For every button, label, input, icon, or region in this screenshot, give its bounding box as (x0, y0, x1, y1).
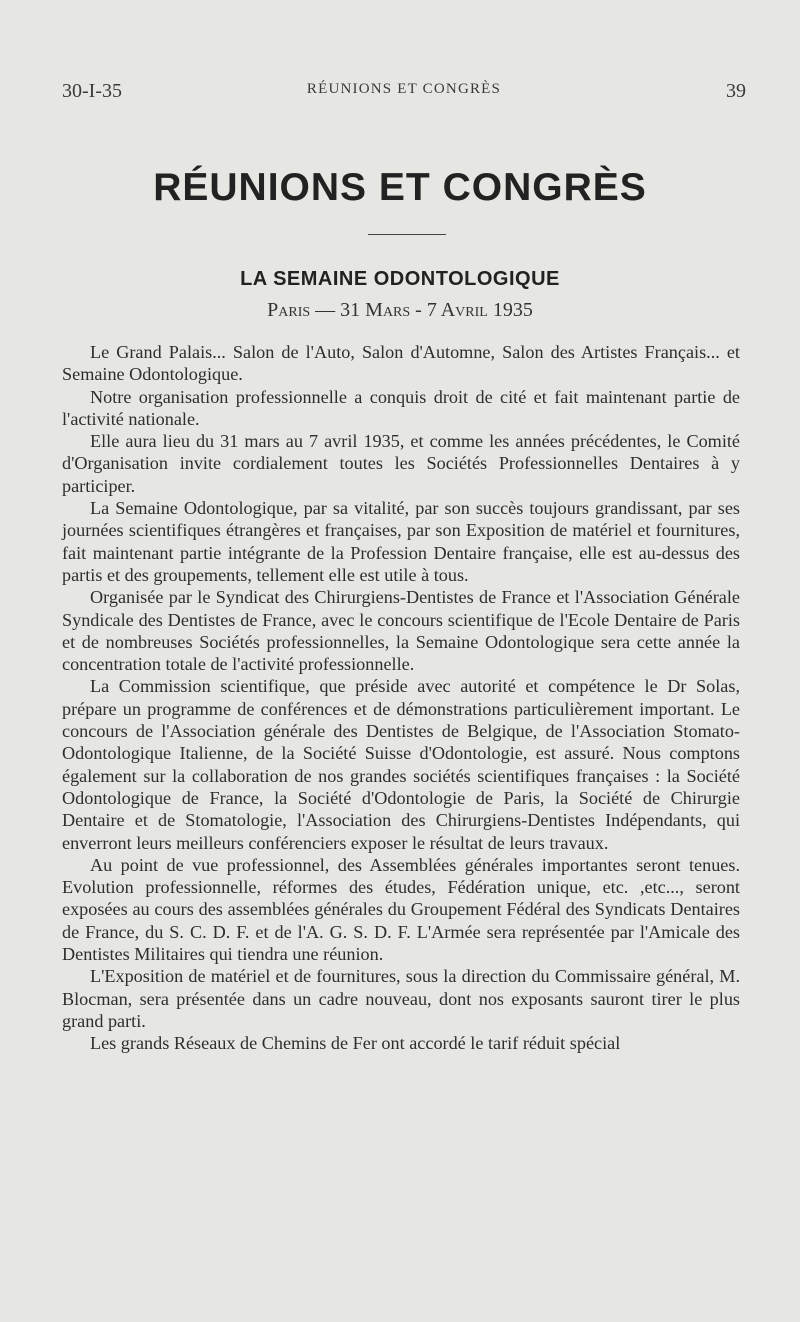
paragraph: Le Grand Palais... Salon de l'Auto, Salon d'Automne, Salon des Artistes Français... et Semaine Odontologique. (62, 342, 740, 385)
paragraph: La Semaine Odontologique, par sa vitalité, par son succès toujours grandissant, par ses journées scientifiques étrangères et françaises, par son Exposition de matériel et fournitures, fait maintenant partie intégrante de la Profession Dentaire française, elle est au-dessus des partis et des groupements, tellement elle est utile à tous. (62, 498, 740, 585)
paragraph: La Commission scientifique, que préside avec autorité et compétence le Dr Solas, prépare un programme de conférences et de démonstrations particulièrement important. Le concours de l'Association générale des Dentistes de Belgique, de l'Association Stomato-Odontologique Italienne, de la Société Suisse d'Odontologie, est assuré. Nous comptons également sur la collaboration de nos grandes sociétés scientifiques françaises : la Société Odontologique de France, la Société d'Odontologie de Paris, la Société de Chirurgie Dentaire et de Stomatologie, l'Association des Chirurgiens-Dentistes Indépendants, qui enverront leurs meilleurs conférenciers exposer le résultat de leurs travaux. (62, 676, 740, 853)
paragraph: Organisée par le Syndicat des Chirurgiens-Dentistes de France et l'Association Générale Syndicale des Dentistes de France, avec le concours scientifique de l'Ecole Dentaire de Paris et de nombreuses Sociétés professionnelles, la Semaine Odontologique sera cette année la concentration totale de l'activité professionnelle. (62, 587, 740, 675)
page-number: 39 (726, 80, 746, 102)
paragraph: Elle aura lieu du 31 mars au 7 avril 1935, et comme les années précédentes, le Comité d'Organisation invite cordialement toutes les Sociétés Professionnelles Dentaires à y participer. (62, 431, 740, 496)
issue-date: 30-I-35 (62, 80, 122, 102)
article-subheading: Paris — 31 Mars - 7 Avril 1935 (267, 299, 533, 321)
paragraph: Notre organisation professionnelle a conquis droit de cité et fait maintenant partie de l'activité nationale. (62, 386, 740, 429)
article-heading: LA SEMAINE ODONTOLOGIQUE (240, 268, 560, 290)
paragraph: Au point de vue professionnel, des Assemblées générales importantes seront tenues. Evolution professionnelle, réformes des études, Fédération unique, etc. ,etc..., seront exposées au cours des assemblées générales du Groupement Fédéral des Syndicats Dentaires de France, du S. C. D. F. et de l'A. G. S. D. F. L'Armée sera représentée par l'Amicale des Dentistes Militaires qui tiendra une réunion. (62, 854, 740, 965)
running-section-title: RÉUNIONS ET CONGRÈS (306, 81, 502, 97)
title-divider (368, 234, 446, 235)
article-body (62, 341, 740, 1055)
running-head (62, 76, 746, 104)
page-title: RÉUNIONS ET CONGRÈS (153, 166, 647, 209)
paragraph: Les grands Réseaux de Chemins de Fer ont accordé le tarif réduit spécial (90, 1033, 621, 1054)
paragraph: L'Exposition de matériel et de fournitures, sous la direction du Commissaire général, M. Blocman, sera présentée dans un cadre nouveau, dont nos exposants sauront tirer le plus grand parti. (62, 966, 740, 1031)
